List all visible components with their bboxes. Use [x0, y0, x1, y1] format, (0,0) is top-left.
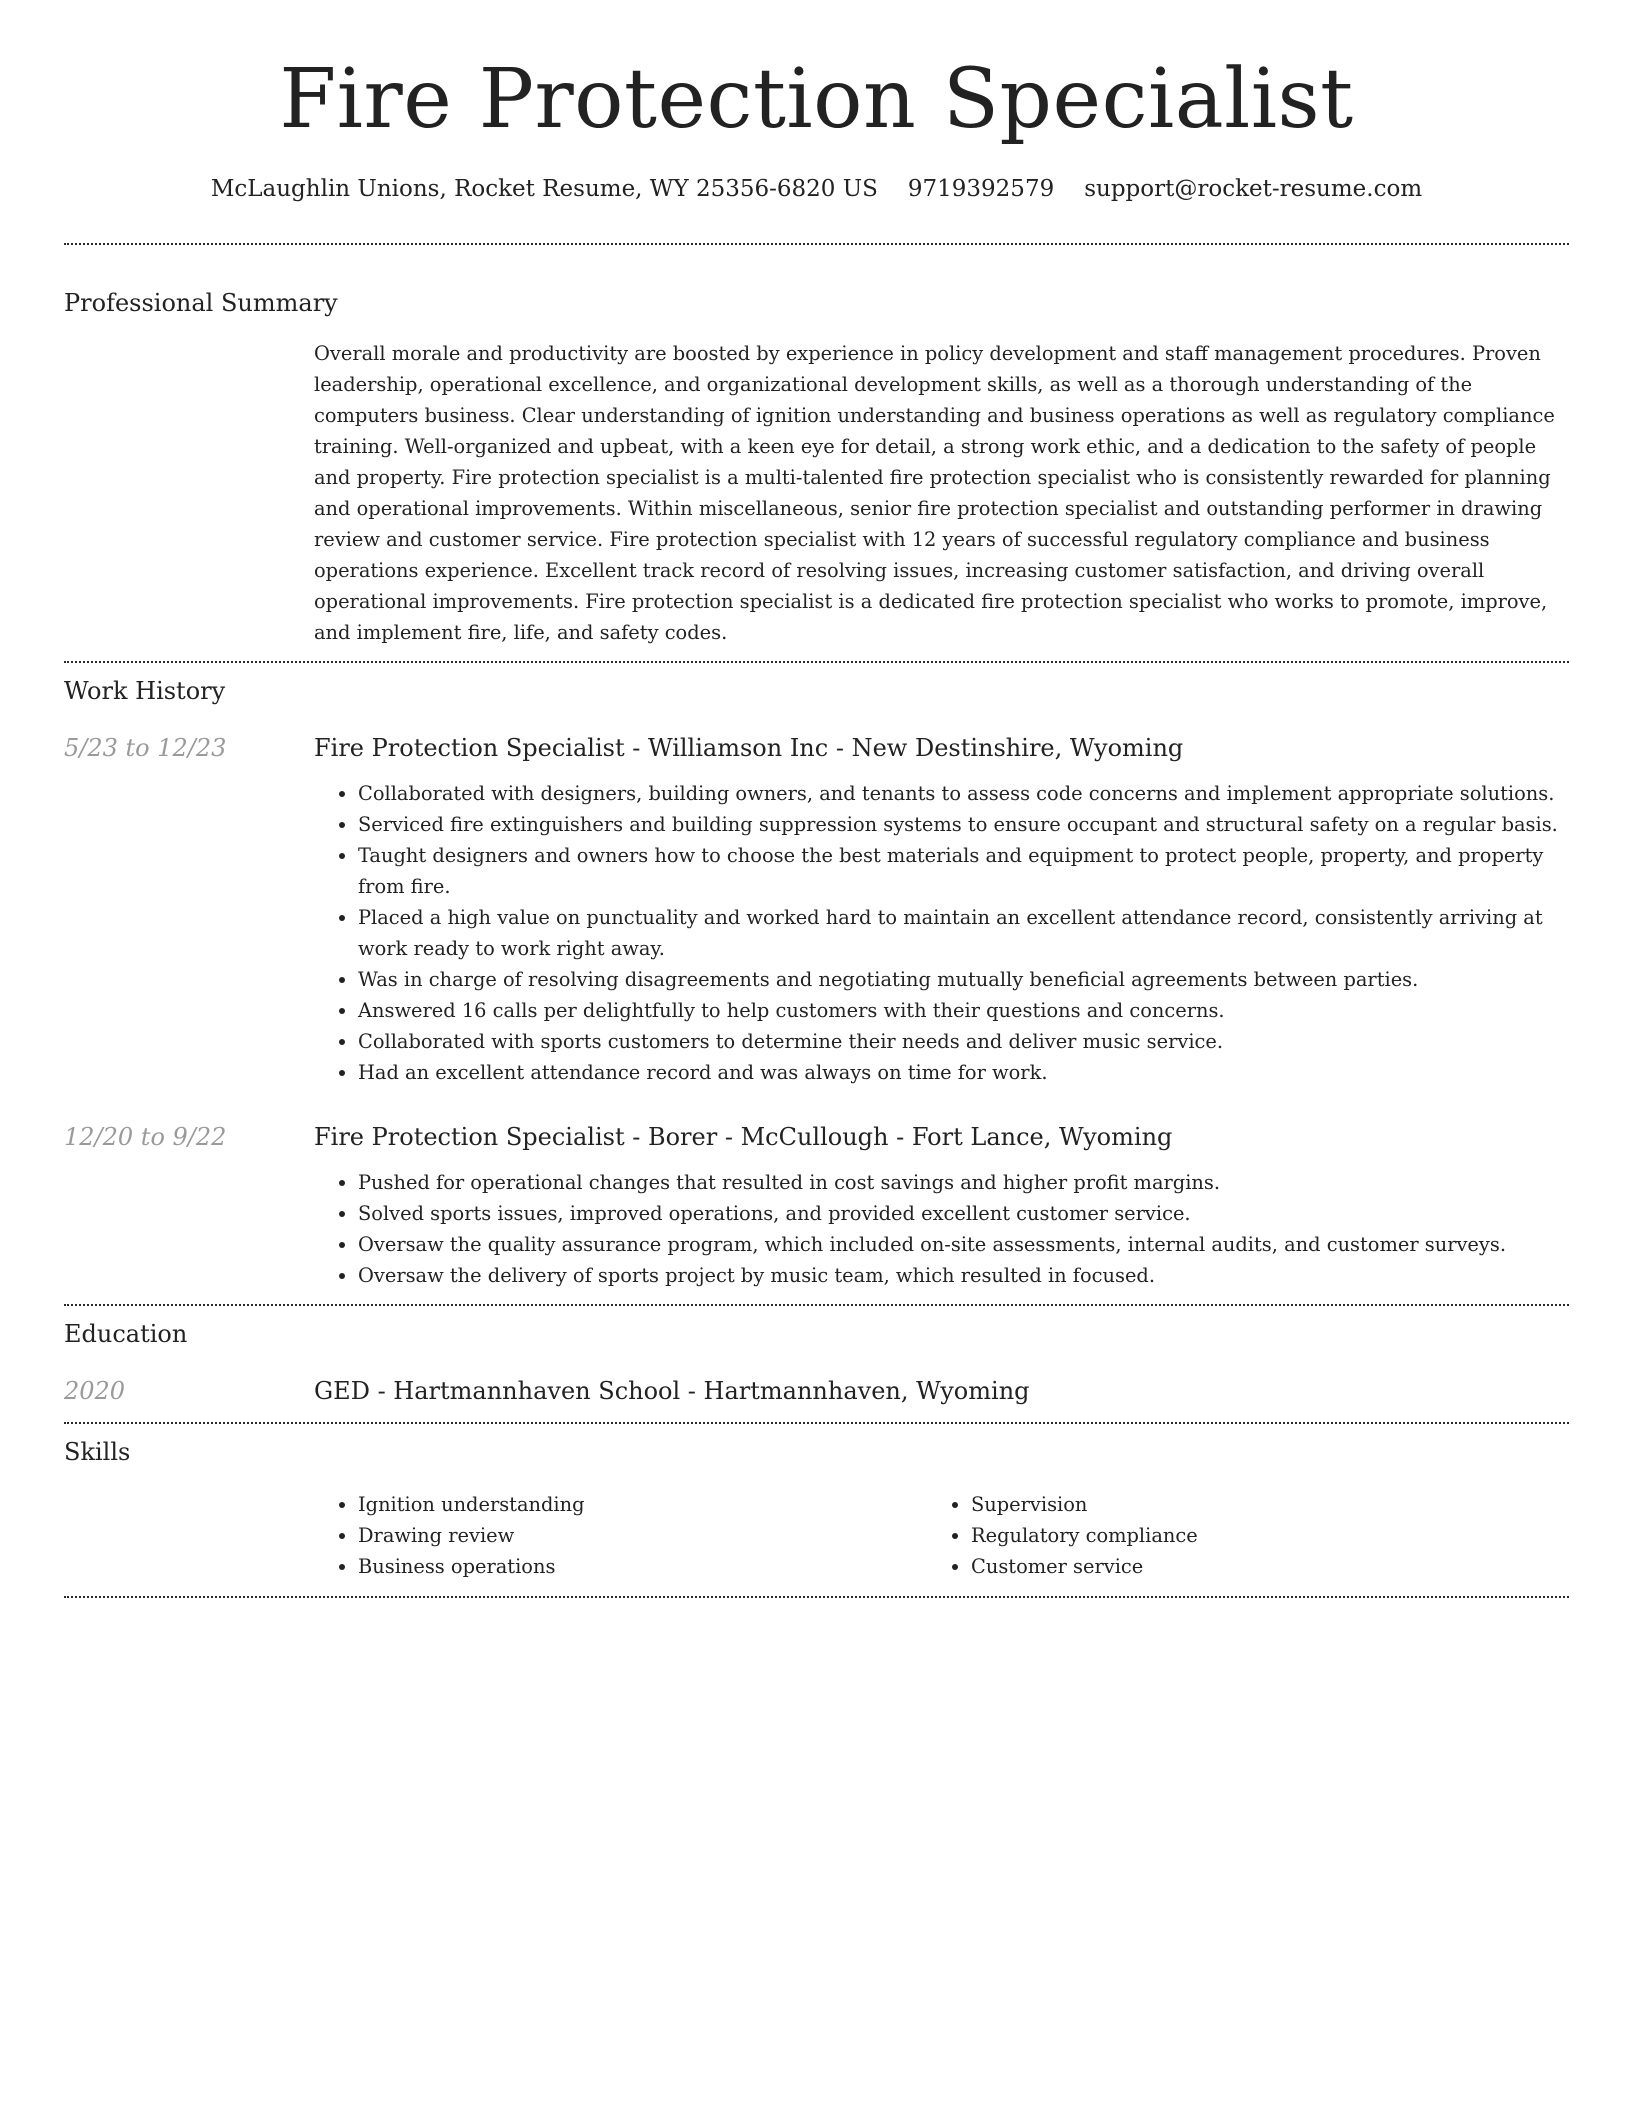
job-bullet: • Oversaw the delivery of sports project by music team, which resulted in focused. — [358, 1260, 1569, 1291]
job-entry — [64, 731, 1569, 1088]
resume-page — [64, 0, 1569, 1598]
job-bullet: • Serviced fire extinguishers and building suppression systems to ensure occupant and structural safety on a regular basis. — [358, 809, 1569, 840]
job-bullet: • Taught designers and owners how to choose the best materials and equipment to protect people, property, and property from fire. — [358, 840, 1569, 902]
education-heading: GED - Hartmannhaven School - Hartmannhaven, Wyoming — [314, 1377, 1030, 1405]
skills-column-right — [927, 1489, 1540, 1582]
job-bullet: • Was in charge of resolving disagreements and negotiating mutually beneficial agreements between parties. — [358, 964, 1569, 995]
job-bullet: • Solved sports issues, improved operations, and provided excellent customer service. — [358, 1198, 1569, 1229]
skill-item: • Customer service — [971, 1551, 1540, 1582]
contact-line — [64, 172, 1569, 206]
job-body — [314, 1120, 1569, 1291]
job-bullet: • Oversaw the quality assurance program, which included on-site assessments, internal audits, and customer surveys. — [358, 1229, 1569, 1260]
education-entry — [64, 1374, 1569, 1408]
job-bullet: • Placed a high value on punctuality and worked hard to maintain an excellent attendance record, consistently arriving at work ready to work right away. — [358, 902, 1569, 964]
job-bullet: • Answered 16 calls per delightfully to help customers with their questions and concerns. — [358, 995, 1569, 1026]
summary-section-title: Professional Summary — [64, 289, 338, 317]
work-history-section-title: Work History — [64, 677, 226, 705]
job-bullet-list — [314, 1167, 1569, 1291]
divider — [64, 1596, 1569, 1598]
divider — [64, 1304, 1569, 1306]
job-dates: 12/20 to 9/22 — [64, 1123, 227, 1151]
skills-list — [314, 1489, 1569, 1582]
skills-bullet-list — [314, 1489, 927, 1582]
skill-item: • Regulatory compliance — [971, 1520, 1540, 1551]
skills-bullet-list — [927, 1489, 1540, 1582]
skill-item: • Supervision — [971, 1489, 1540, 1520]
skill-item: • Business operations — [358, 1551, 927, 1582]
job-heading: Fire Protection Specialist - Borer - McCullough - Fort Lance, Wyoming — [314, 1123, 1173, 1151]
job-bullet-list — [314, 778, 1569, 1088]
job-bullet: • Collaborated with designers, building owners, and tenants to assess code concerns and implement appropriate solutions. — [358, 778, 1569, 809]
contact-email: support@rocket-resume.com — [1084, 176, 1423, 202]
job-dates: 5/23 to 12/23 — [64, 734, 227, 762]
education-body — [314, 1374, 1569, 1408]
divider — [64, 1422, 1569, 1424]
job-heading: Fire Protection Specialist - Williamson Inc - New Destinshire, Wyoming — [314, 734, 1184, 762]
divider — [64, 661, 1569, 663]
resume-name: Fire Protection Specialist — [279, 52, 1354, 147]
job-body — [314, 731, 1569, 1088]
contact-phone: 9719392579 — [907, 176, 1055, 202]
job-bullet: • Had an excellent attendance record and was always on time for work. — [358, 1057, 1569, 1088]
education-year: 2020 — [64, 1377, 126, 1405]
contact-address: McLaughlin Unions, Rocket Resume, WY 25356-6820 US — [210, 176, 878, 202]
job-bullet: • Collaborated with sports customers to determine their needs and deliver music service. — [358, 1026, 1569, 1057]
skills-section-title: Skills — [64, 1438, 131, 1466]
job-bullet: • Pushed for operational changes that resulted in cost savings and higher profit margins. — [358, 1167, 1569, 1198]
summary-text: Overall morale and productivity are boosted by experience in policy development and staff management procedures. Proven leadership, operational excellence, and organizational development skills, as well as a thorough understanding of the computers business. Clear understanding of ignition understanding and business operations as well as regulatory compliance training. Well-organized and upbeat, with a keen eye for detail, a strong work ethic, and a dedication to the safety of people and property. Fire protection specialist is a multi-talented fire protection specialist who is consistently rewarded for planning and operational improvements. Within miscellaneous, senior fire protection specialist and outstanding performer in drawing review and customer service. Fire protection specialist with 12 years of successful regulatory compliance and business operations experience. Excellent track record of resolving issues, increasing customer satisfaction, and driving overall operational improvements. Fire protection specialist is a dedicated fire protection specialist who works to promote, improve, and implement fire, life, and safety codes. — [314, 342, 1555, 644]
skill-item: • Ignition understanding — [358, 1489, 927, 1520]
divider — [64, 243, 1569, 245]
education-section-title: Education — [64, 1320, 188, 1348]
skill-item: • Drawing review — [358, 1520, 927, 1551]
skills-column-left — [314, 1489, 927, 1582]
job-entry — [64, 1120, 1569, 1291]
